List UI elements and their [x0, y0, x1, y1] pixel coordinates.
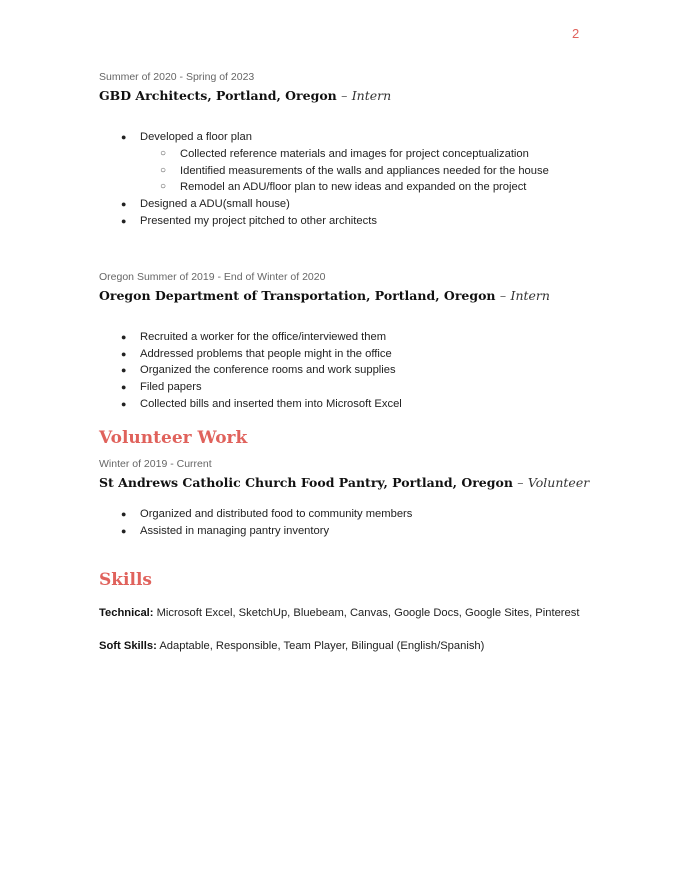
bullet-text: Presented my project pitched to other architects [140, 214, 377, 227]
page-number: 2 [572, 26, 580, 41]
experience-date: Oregon Summer of 2019 - End of Winter of 2020 [99, 270, 326, 283]
sub-bullet-text: Collected reference materials and images for project conceptualization [180, 147, 529, 160]
volunteer-role [99, 474, 639, 492]
bullet-icon: ● [121, 215, 127, 226]
experience-role [99, 87, 639, 105]
technical-skills-label: Technical: [99, 607, 154, 620]
bullet-text: Collected bills and inserted them into Microsoft Excel [140, 397, 402, 410]
bullet-text: Developed a floor plan [140, 131, 252, 143]
list-item [99, 396, 639, 413]
role-separator: – [517, 474, 524, 490]
sub-bullet-text: Identified measurements of the walls and appliances needed for the house [180, 164, 549, 177]
experience-entry-gbd [99, 70, 639, 230]
bullet-text: Assisted in managing pantry inventory [140, 524, 330, 537]
volunteer-title: Volunteer [527, 474, 590, 490]
bullet-icon: ● [121, 348, 127, 359]
job-title: Intern [510, 287, 550, 303]
sub-list-item [140, 163, 639, 180]
experience-entry-odot [99, 270, 639, 413]
sub-bullet-text: Remodel an ADU/floor plan to new ideas and expanded on the project [180, 181, 527, 194]
bullet-text: Organized and distributed food to community members [140, 507, 413, 520]
resume-content [99, 70, 639, 654]
bullet-icon: ● [121, 132, 127, 142]
bullet-icon: ● [121, 365, 127, 376]
experience-date: Summer of 2020 - Spring of 2023 [99, 71, 255, 83]
technical-skills-text: Microsoft Excel, SketchUp, Bluebeam, Canvas, Google Docs, Google Sites, Pinterest [156, 607, 580, 620]
list-item [99, 346, 639, 363]
bullet-text: Organized the conference rooms and work supplies [140, 364, 396, 377]
sub-bullet-icon: ○ [160, 147, 167, 159]
role-separator: – [499, 287, 507, 303]
bullet-text: Addressed problems that people might in the office [140, 347, 392, 360]
soft-skills-text: Adaptable, Responsible, Team Player, Bilingual (English/Spanish) [159, 640, 485, 653]
experience-role [99, 287, 639, 305]
sub-list-item [140, 146, 639, 163]
sub-bullet-icon: ○ [160, 164, 167, 176]
list-item [99, 196, 639, 213]
bullet-text: Designed a ADU(small house) [140, 198, 290, 211]
bullet-icon: ● [121, 382, 127, 393]
bullet-icon: ● [121, 199, 127, 210]
sub-list-item [140, 179, 639, 196]
volunteer-section [99, 427, 639, 540]
bullet-icon: ● [121, 331, 127, 342]
soft-skills [99, 638, 639, 654]
volunteer-date: Winter of 2019 - Current [99, 457, 212, 470]
technical-skills [99, 605, 639, 621]
skills-section [99, 569, 639, 654]
organization-name: St Andrews Catholic Church Food Pantry, Portland, Oregon [99, 474, 513, 490]
section-heading-volunteer: Volunteer Work [99, 427, 248, 448]
list-item [99, 506, 639, 523]
bullet-text: Filed papers [140, 381, 202, 394]
organization-name: Oregon Department of Transportation, Portland, Oregon [99, 287, 496, 303]
experience-bullets [99, 129, 639, 230]
list-item [99, 129, 639, 196]
bullet-icon: ● [121, 398, 127, 409]
job-title: Intern [351, 88, 392, 103]
sub-bullets [140, 146, 639, 196]
role-separator: – [341, 88, 348, 103]
bullet-text: Recruited a worker for the office/interviewed them [140, 330, 387, 343]
list-item [99, 379, 639, 396]
list-item [99, 213, 639, 230]
list-item [99, 362, 639, 379]
volunteer-bullets [99, 506, 639, 540]
organization-name: GBD Architects, Portland, Oregon [99, 88, 337, 103]
bullet-icon: ● [121, 508, 127, 519]
section-heading-skills: Skills [99, 570, 153, 591]
soft-skills-label: Soft Skills: [99, 640, 157, 653]
bullet-icon: ● [121, 525, 127, 536]
list-item [99, 329, 639, 346]
list-item [99, 523, 639, 540]
sub-bullet-icon: ○ [160, 181, 167, 193]
experience-bullets [99, 329, 639, 413]
